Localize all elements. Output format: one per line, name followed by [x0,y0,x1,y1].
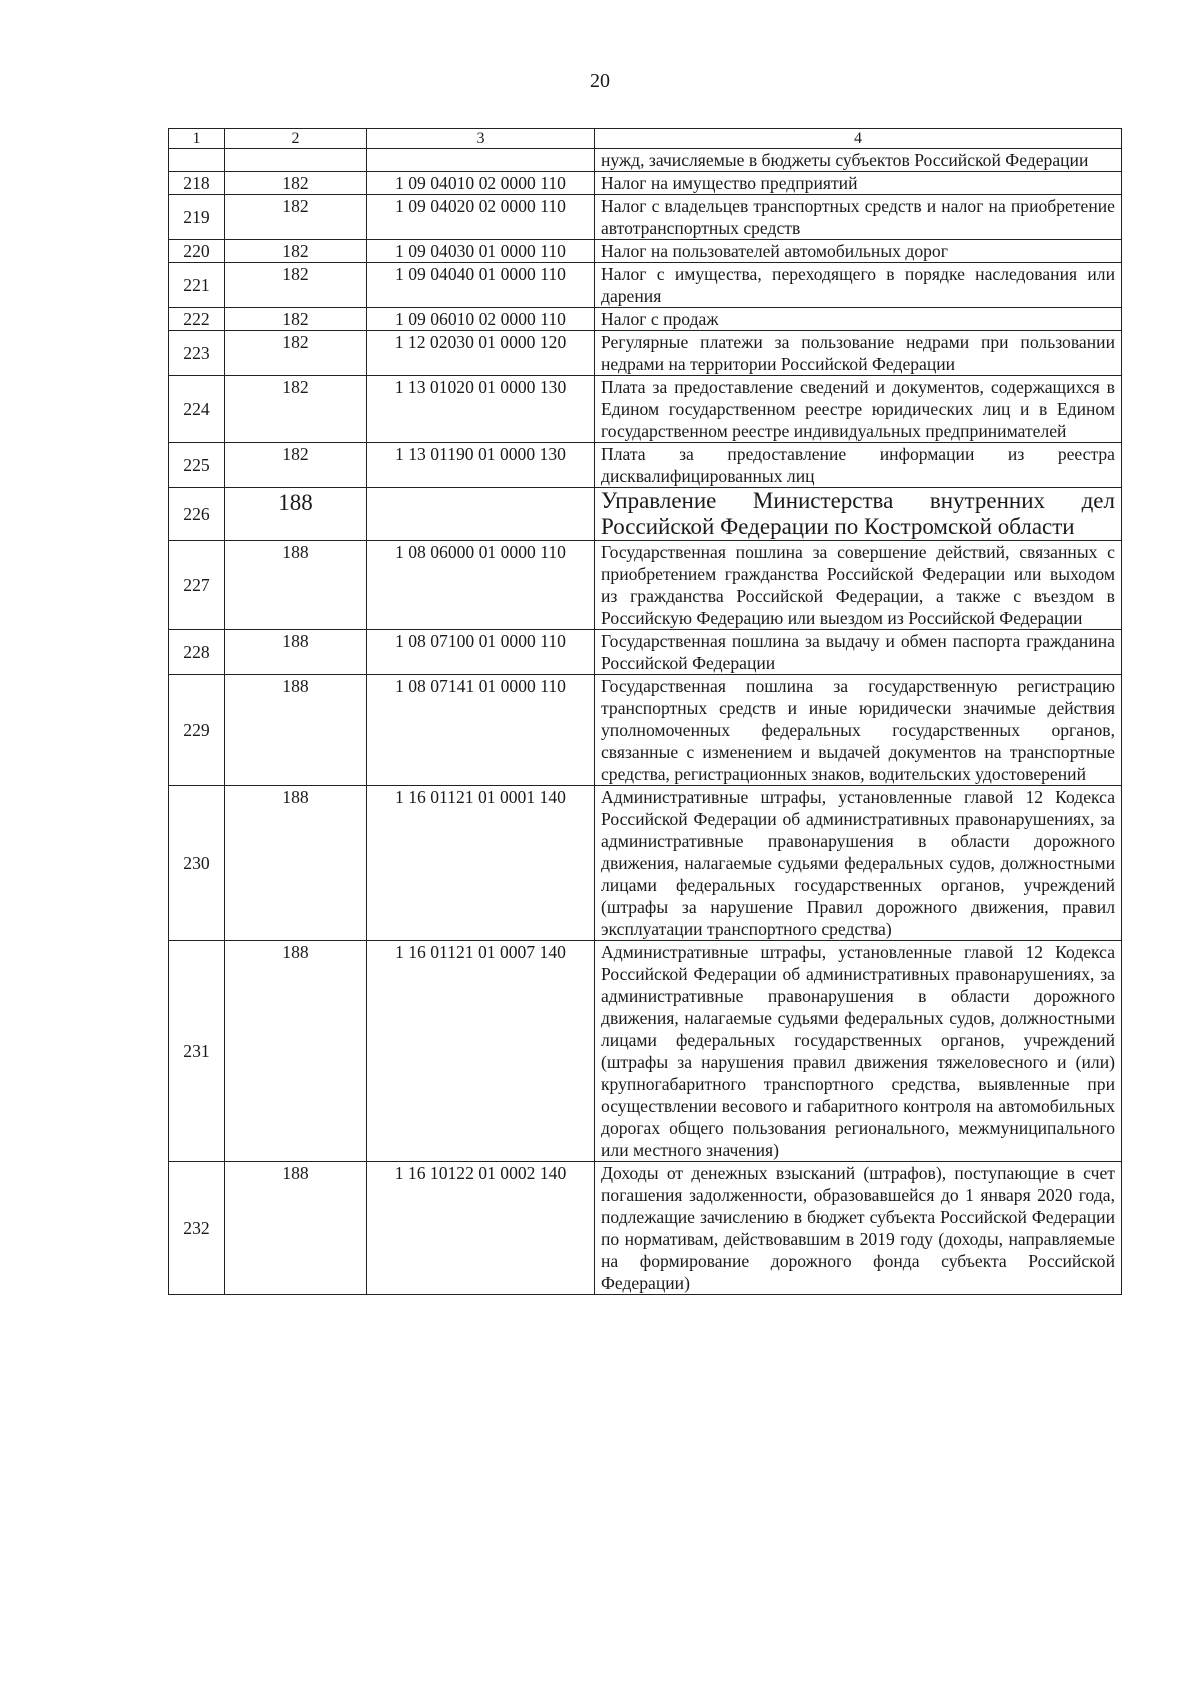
budget-classification-code: 1 09 06010 02 0000 110 [367,308,595,331]
row-number: 225 [169,443,225,488]
revenue-name: Регулярные платежи за пользование недрами при пользовании недрами на территории Российской Федерации [595,331,1122,376]
administrator-code: 182 [225,263,367,308]
table-row [169,1162,1122,1295]
column-numbers-row [169,129,1122,149]
budget-classification-code: 1 13 01020 01 0000 130 [367,376,595,443]
row-number: 230 [169,786,225,941]
row-number: 219 [169,195,225,240]
budget-classification-code: 1 08 07100 01 0000 110 [367,630,595,675]
table-row [169,541,1122,630]
budget-classification-code: 1 09 04030 01 0000 110 [367,240,595,263]
administrator-code: 182 [225,331,367,376]
administrator-code: 182 [225,443,367,488]
budget-classification-code: 1 09 04010 02 0000 110 [367,172,595,195]
table-row [169,172,1122,195]
row-number: 232 [169,1162,225,1295]
table-row [169,443,1122,488]
revenue-name: Налог с имущества, переходящего в порядке наследования или дарения [595,263,1122,308]
budget-classification-code: 1 09 04020 02 0000 110 [367,195,595,240]
budget-classification-code: 1 16 01121 01 0001 140 [367,786,595,941]
table-row [169,308,1122,331]
administrator-code: 182 [225,376,367,443]
revenue-name: Государственная пошлина за совершение действий, связанных с приобретением гражданства Российской Федерации или выходом из гражданства Российской Федерации, а также с въездом в Российскую Федерацию или выездом из Российской Федерации [595,541,1122,630]
column-number-2: 2 [225,129,367,149]
table-row [169,488,1122,541]
column-number-1: 1 [169,129,225,149]
administrator-code: 188 [225,630,367,675]
revenue-name: Налог с продаж [595,308,1122,331]
revenue-name: Налог с владельцев транспортных средств и налог на приобретение автотранспортных средств [595,195,1122,240]
table-row [169,263,1122,308]
administrator-code: 188 [225,786,367,941]
row-number: 220 [169,240,225,263]
table-row [169,240,1122,263]
budget-classification-code: 1 09 04040 01 0000 110 [367,263,595,308]
page-number: 20 [590,70,610,92]
budget-classification-code [367,149,595,172]
administrator-code: 188 [225,1162,367,1295]
budget-classification-code: 1 08 06000 01 0000 110 [367,541,595,630]
table-row [169,149,1122,172]
table-row [169,675,1122,786]
administrator-code: 182 [225,240,367,263]
administrator-code: 188 [225,541,367,630]
row-number: 223 [169,331,225,376]
budget-classification-code [367,488,595,541]
revenue-name: Налог на пользователей автомобильных дорог [595,240,1122,263]
table-row [169,941,1122,1162]
budget-classification-code: 1 16 10122 01 0002 140 [367,1162,595,1295]
administrator-code: 182 [225,172,367,195]
administrator-code: 182 [225,308,367,331]
revenue-name: Плата за предоставление информации из реестра дисквалифицированных лиц [595,443,1122,488]
row-number: 229 [169,675,225,786]
budget-classification-code: 1 13 01190 01 0000 130 [367,443,595,488]
budget-classification-code: 1 12 02030 01 0000 120 [367,331,595,376]
budget-classification-code: 1 16 01121 01 0007 140 [367,941,595,1162]
row-number: 228 [169,630,225,675]
administrator-code [225,149,367,172]
table-row [169,331,1122,376]
revenue-name: Административные штрафы, установленные главой 12 Кодекса Российской Федерации об административных правонарушениях, за административные правонарушения в области дорожного движения, налагаемые судьями федеральных судов, должностными лицами федеральных государственных органов, учреждений (штрафы за нарушения правил движения тяжеловесного и (или) крупногабаритного транспортного средства, выявленные при осуществлении весового и габаритного контроля на автомобильных дорогах общего пользования регионального, межмуниципального или местного значения) [595,941,1122,1162]
revenue-name: Управление Министерства внутренних дел Российской Федерации по Костромской области [595,488,1122,541]
row-number [169,149,225,172]
column-number-3: 3 [367,129,595,149]
revenue-name: нужд, зачисляемые в бюджеты субъектов Российской Федерации [595,149,1122,172]
column-number-4: 4 [595,129,1122,149]
row-number: 231 [169,941,225,1162]
revenue-name: Плата за предоставление сведений и документов, содержащихся в Едином государственном реестре юридических лиц и в Едином государственном реестре индивидуальных предпринимателей [595,376,1122,443]
row-number: 226 [169,488,225,541]
administrator-code: 188 [225,941,367,1162]
revenue-codes-table [168,128,1122,1295]
table-row [169,786,1122,941]
revenue-name: Государственная пошлина за выдачу и обмен паспорта гражданина Российской Федерации [595,630,1122,675]
row-number: 221 [169,263,225,308]
table-row [169,195,1122,240]
administrator-code: 188 [225,675,367,786]
administrator-code: 182 [225,195,367,240]
row-number: 218 [169,172,225,195]
revenue-name: Налог на имущество предприятий [595,172,1122,195]
table-row [169,376,1122,443]
row-number: 224 [169,376,225,443]
administrator-code: 188 [225,488,367,541]
revenue-name: Государственная пошлина за государственную регистрацию транспортных средств и иные юридически значимые действия уполномоченных федеральных государственных органов, связанные с изменением и выдачей документов на транспортные средства, регистрационных знаков, водительских удостоверений [595,675,1122,786]
budget-classification-code: 1 08 07141 01 0000 110 [367,675,595,786]
row-number: 222 [169,308,225,331]
revenue-name: Доходы от денежных взысканий (штрафов), поступающие в счет погашения задолженности, образовавшейся до 1 января 2020 года, подлежащие зачислению в бюджет субъекта Российской Федерации по нормативам, действовавшим в 2019 году (доходы, направляемые на формирование дорожного фонда субъекта Российской Федерации) [595,1162,1122,1295]
revenue-name: Административные штрафы, установленные главой 12 Кодекса Российской Федерации об административных правонарушениях, за административные правонарушения в области дорожного движения, налагаемые судьями федеральных судов, должностными лицами федеральных государственных органов, учреждений (штрафы за нарушение Правил дорожного движения, правил эксплуатации транспортного средства) [595,786,1122,941]
table-row [169,630,1122,675]
row-number: 227 [169,541,225,630]
